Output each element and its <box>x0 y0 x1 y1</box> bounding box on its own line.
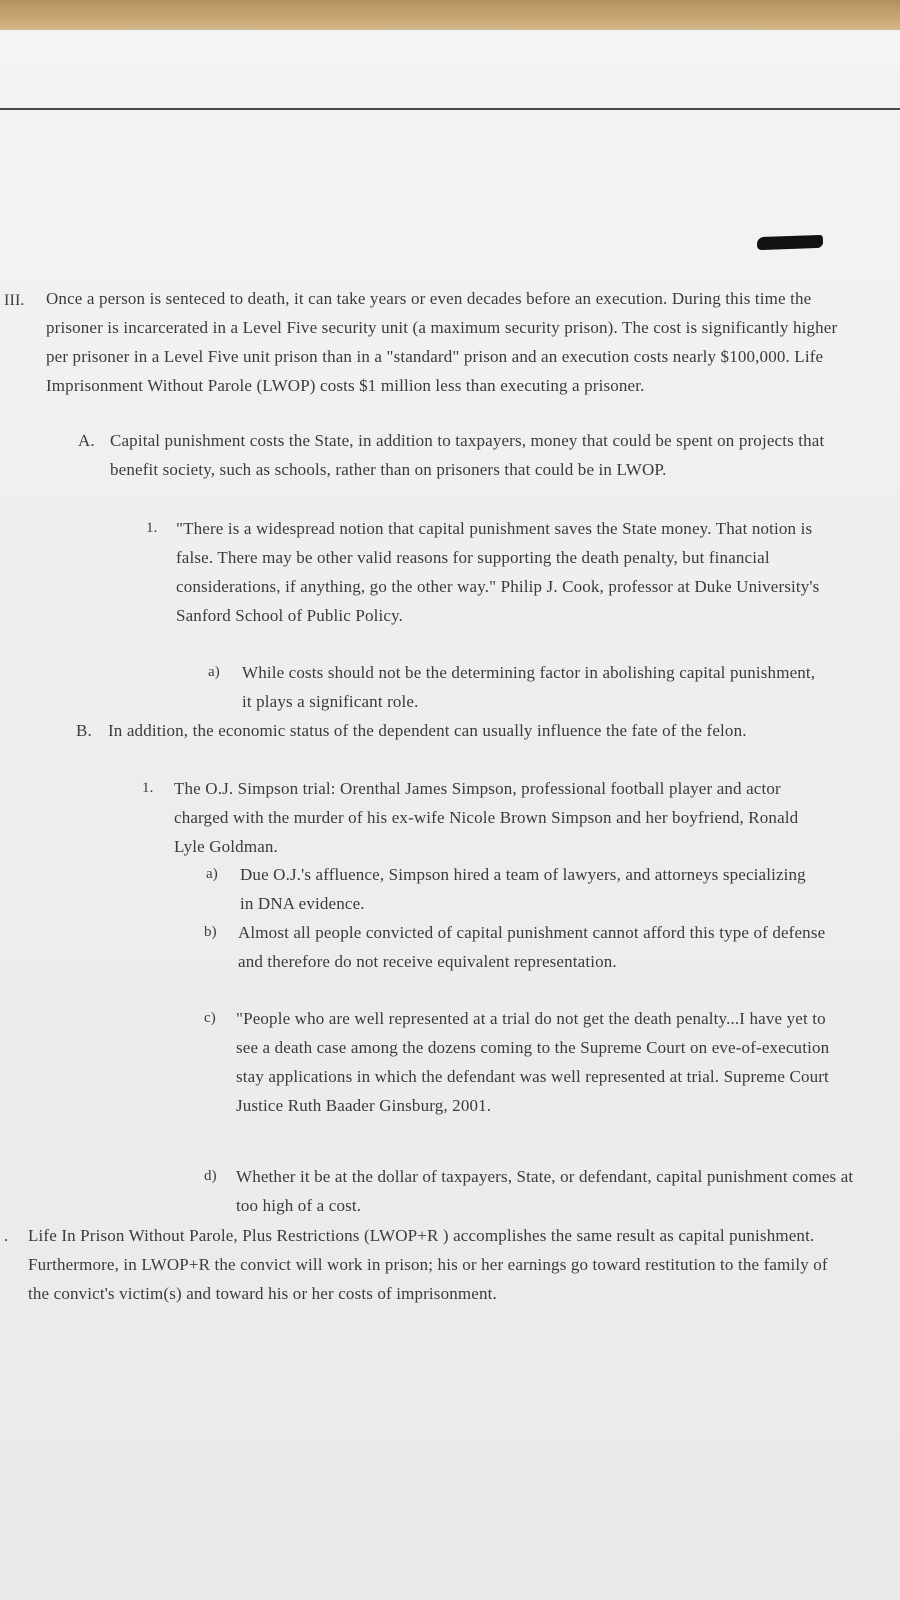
section-iv-text: Life In Prison Without Parole, Plus Restrictions (LWOP+R ) accomplishes the same result as capital punishment. Furthermore, in LWOP+R the convict will work in prison; his or her earnings go toward restitution to the family of the convict's victim(s) and toward his or her costs of imprisonment. <box>28 1226 828 1303</box>
point-a-marker: A. <box>78 431 95 450</box>
section-iv-marker: . <box>4 1226 9 1245</box>
point-a-text: Capital punishment costs the State, in addition to taxpayers, money that could be spent on projects that benefit society, such as schools, rather than on prisoners that could be in LWOP. <box>110 431 825 479</box>
point-a1a-text: While costs should not be the determining factor in abolishing capital punishment, it plays a significant role. <box>242 663 816 711</box>
section-iii-text: Once a person is senteced to death, it can take years or even decades before an execution. During this time the prisoner is incarcerated in a Level Five security unit (a maximum security prison). The cost is significantly higher per prisoner in a Level Five unit prison than in a "standard" prison and an execution costs nearly $100,000. Life Imprisonment Without Parole (LWOP) costs $1 million less than executing a prisoner. <box>46 289 838 395</box>
redaction-mark <box>757 235 823 250</box>
point-b1-marker: 1. <box>142 780 154 796</box>
point-b1a-text: Due O.J.'s affluence, Simpson hired a team of lawyers, and attorneys specializing in DNA evidence. <box>240 865 806 913</box>
point-a1-marker: 1. <box>146 520 158 536</box>
point-b-text: In addition, the economic status of the dependent can usually influence the fate of the felon. <box>108 721 747 740</box>
section-iii-marker: III. <box>4 292 25 309</box>
point-b1b-text: Almost all people convicted of capital punishment cannot afford this type of defense and therefore do not receive equivalent representation. <box>238 923 826 971</box>
point-b1d-marker: d) <box>204 1168 217 1184</box>
point-b1-text: The O.J. Simpson trial: Orenthal James Simpson, professional football player and actor charged with the murder of his ex-wife Nicole Brown Simpson and her boyfriend, Ronald Lyle Goldman. <box>174 779 799 856</box>
header-rule <box>0 108 900 110</box>
point-b-marker: B. <box>76 721 92 740</box>
point-b1c-marker: c) <box>204 1010 216 1026</box>
point-b1b-marker: b) <box>204 924 217 940</box>
point-b1a-marker: a) <box>206 866 218 882</box>
point-b1c-quote: "People who are well represented at a trial do not get the death penalty...I have yet to see a death case among the dozens coming to the Supreme Court on eve-of-execution stay applications in which the defendant was well represented at trial. Supreme Court Justice Ruth Baader Ginsburg, 2001. <box>236 1009 830 1115</box>
point-a1a-marker: a) <box>208 664 220 680</box>
point-b1d-text: Whether it be at the dollar of taxpayers, State, or defendant, capital punishment comes at too high of a cost. <box>236 1167 854 1215</box>
point-a1-quote: "There is a widespread notion that capital punishment saves the State money. That notion is false. There may be other valid reasons for supporting the death penalty, but financial considerations, if anything, go the other way." Philip J. Cook, professor at Duke University's Sanford School of Public Policy. <box>176 519 820 625</box>
